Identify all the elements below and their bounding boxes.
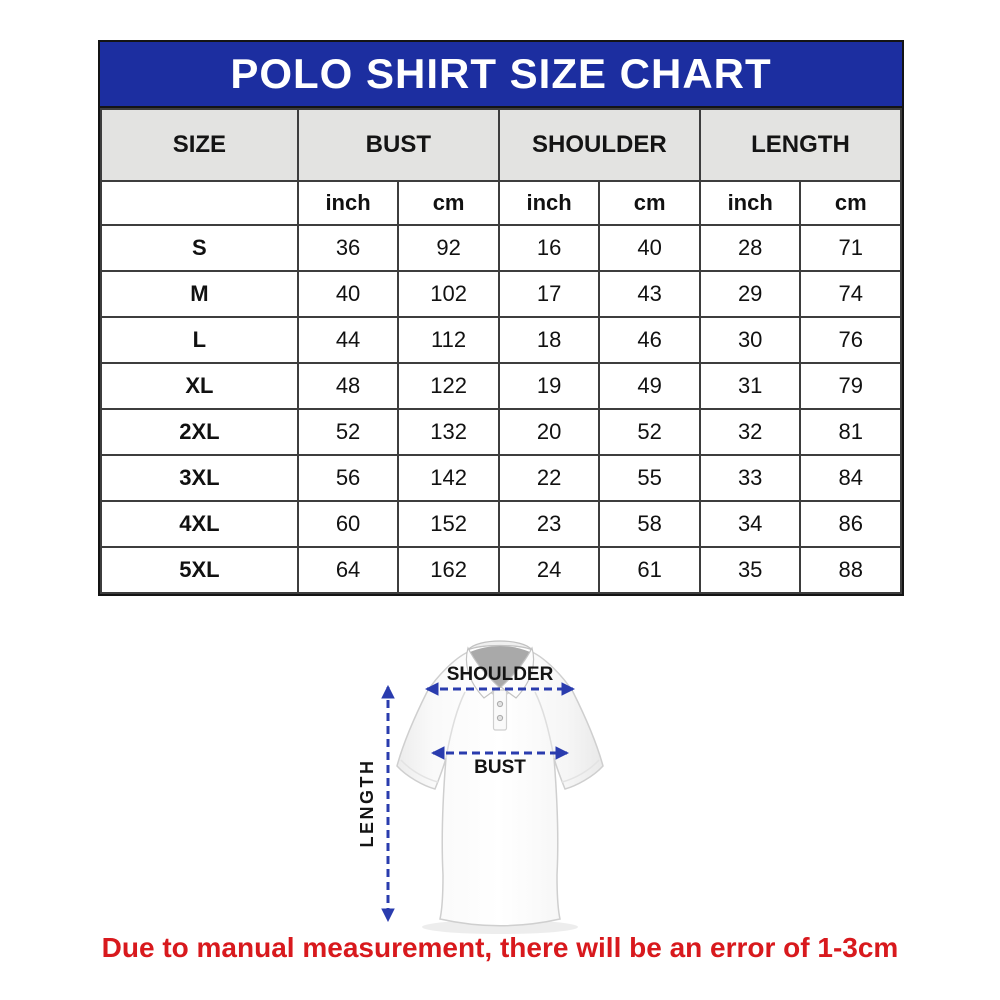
- value-cell: 152: [398, 501, 499, 547]
- value-cell: 142: [398, 455, 499, 501]
- value-cell: 36: [298, 225, 399, 271]
- value-cell: 79: [800, 363, 901, 409]
- value-cell: 23: [499, 501, 600, 547]
- bust-label: BUST: [474, 757, 526, 778]
- value-cell: 52: [298, 409, 399, 455]
- length-label: LENGTH: [357, 758, 377, 848]
- unit-cell-empty: [101, 181, 298, 225]
- value-cell: 56: [298, 455, 399, 501]
- col-header-length: LENGTH: [700, 109, 901, 181]
- value-cell: 32: [700, 409, 801, 455]
- value-cell: 49: [599, 363, 700, 409]
- value-cell: 18: [499, 317, 600, 363]
- value-cell: 46: [599, 317, 700, 363]
- button: [497, 701, 502, 706]
- unit-cell: inch: [298, 181, 399, 225]
- value-cell: 30: [700, 317, 801, 363]
- size-cell: M: [101, 271, 298, 317]
- value-cell: 88: [800, 547, 901, 593]
- table-row: [101, 271, 901, 317]
- value-cell: 24: [499, 547, 600, 593]
- value-cell: 34: [700, 501, 801, 547]
- table-row: [101, 225, 901, 271]
- size-cell: 2XL: [101, 409, 298, 455]
- unit-cell: inch: [499, 181, 600, 225]
- value-cell: 132: [398, 409, 499, 455]
- table-row: [101, 501, 901, 547]
- value-cell: 40: [599, 225, 700, 271]
- size-chart: [98, 40, 904, 596]
- value-cell: 31: [700, 363, 801, 409]
- col-header-size: SIZE: [101, 109, 298, 181]
- value-cell: 17: [499, 271, 600, 317]
- unit-cell: inch: [700, 181, 801, 225]
- value-cell: 52: [599, 409, 700, 455]
- value-cell: 61: [599, 547, 700, 593]
- size-table: [100, 108, 902, 594]
- placket: [494, 690, 507, 730]
- polo-shirt-measurement-diagram: [335, 630, 665, 945]
- chart-title: POLO SHIRT SIZE CHART: [100, 42, 902, 108]
- size-cell: 5XL: [101, 547, 298, 593]
- table-row: [101, 455, 901, 501]
- table-row: [101, 317, 901, 363]
- value-cell: 20: [499, 409, 600, 455]
- value-cell: 81: [800, 409, 901, 455]
- value-cell: 122: [398, 363, 499, 409]
- button: [497, 715, 502, 720]
- table-row: [101, 547, 901, 593]
- value-cell: 16: [499, 225, 600, 271]
- value-cell: 43: [599, 271, 700, 317]
- col-header-shoulder: SHOULDER: [499, 109, 700, 181]
- value-cell: 92: [398, 225, 499, 271]
- value-cell: 48: [298, 363, 399, 409]
- value-cell: 58: [599, 501, 700, 547]
- value-cell: 19: [499, 363, 600, 409]
- unit-row: [101, 181, 901, 225]
- table-row: [101, 409, 901, 455]
- shoulder-label: SHOULDER: [446, 664, 554, 685]
- unit-cell: cm: [800, 181, 901, 225]
- table-row: [101, 363, 901, 409]
- unit-cell: cm: [599, 181, 700, 225]
- value-cell: 22: [499, 455, 600, 501]
- value-cell: 35: [700, 547, 801, 593]
- value-cell: 40: [298, 271, 399, 317]
- size-cell: S: [101, 225, 298, 271]
- value-cell: 112: [398, 317, 499, 363]
- measurement-error-note: Due to manual measurement, there will be an error of 1-3cm: [101, 932, 899, 963]
- value-cell: 162: [398, 547, 499, 593]
- value-cell: 76: [800, 317, 901, 363]
- value-cell: 86: [800, 501, 901, 547]
- value-cell: 71: [800, 225, 901, 271]
- col-header-bust: BUST: [298, 109, 499, 181]
- size-cell: XL: [101, 363, 298, 409]
- size-cell: 4XL: [101, 501, 298, 547]
- value-cell: 84: [800, 455, 901, 501]
- unit-cell: cm: [398, 181, 499, 225]
- value-cell: 102: [398, 271, 499, 317]
- header-row: [101, 109, 901, 181]
- value-cell: 28: [700, 225, 801, 271]
- value-cell: 64: [298, 547, 399, 593]
- value-cell: 29: [700, 271, 801, 317]
- value-cell: 44: [298, 317, 399, 363]
- value-cell: 60: [298, 501, 399, 547]
- value-cell: 33: [700, 455, 801, 501]
- size-cell: 3XL: [101, 455, 298, 501]
- value-cell: 74: [800, 271, 901, 317]
- value-cell: 55: [599, 455, 700, 501]
- size-cell: L: [101, 317, 298, 363]
